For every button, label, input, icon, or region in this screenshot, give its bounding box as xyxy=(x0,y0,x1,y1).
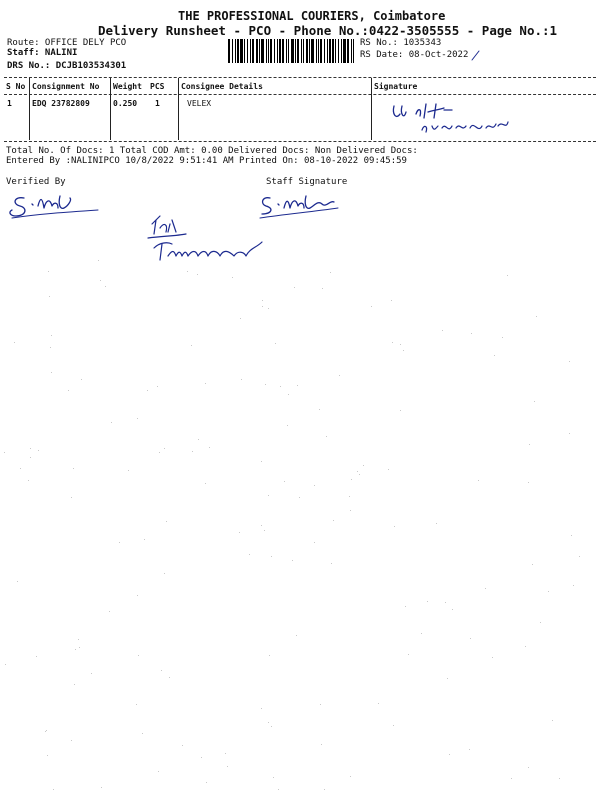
speckle-dot xyxy=(119,542,120,543)
speckle-dot xyxy=(78,639,79,640)
speckle-dot xyxy=(71,740,72,741)
speckle-dot xyxy=(45,731,46,732)
speckle-dot xyxy=(30,457,31,458)
date-tick-mark xyxy=(470,48,484,62)
speckle-dot xyxy=(284,481,285,482)
speckle-dot xyxy=(4,452,5,453)
speckle-dot xyxy=(5,664,6,665)
barcode-bar xyxy=(301,39,302,63)
speckle-dot xyxy=(261,525,262,526)
speckle-dot xyxy=(261,461,262,462)
barcode-bar xyxy=(324,39,325,63)
speckle-dot xyxy=(51,335,52,336)
barcode-bar xyxy=(316,39,317,63)
staff-label: Staff: NALINI xyxy=(7,48,78,58)
handwritten-note xyxy=(138,212,278,268)
speckle-dot xyxy=(333,520,334,521)
speckle-dot xyxy=(268,308,269,309)
header-pcs: PCS xyxy=(150,82,165,91)
barcode-bar xyxy=(244,39,245,63)
speckle-dot xyxy=(20,468,21,469)
speckle-dot xyxy=(68,390,69,391)
speckle-dot xyxy=(273,777,274,778)
speckle-dot xyxy=(320,704,321,705)
speckle-dot xyxy=(137,595,138,596)
speckle-dot xyxy=(559,778,560,779)
speckle-dot xyxy=(445,602,446,603)
barcode-bar xyxy=(247,39,248,63)
speckle-dot xyxy=(391,300,392,301)
speckle-dot xyxy=(53,789,54,790)
barcode-bar xyxy=(327,39,328,63)
speckle-dot xyxy=(268,722,269,723)
barcode-bar xyxy=(318,39,319,63)
speckle-dot xyxy=(138,655,139,656)
speckle-dot xyxy=(471,333,472,334)
speckle-dot xyxy=(268,495,269,496)
speckle-dot xyxy=(265,384,266,385)
barcode-bar xyxy=(335,39,336,63)
speckle-dot xyxy=(206,782,207,783)
speckle-dot xyxy=(271,556,272,557)
speckle-dot xyxy=(240,318,241,319)
barcode-bar xyxy=(277,39,278,63)
speckle-dot xyxy=(73,468,74,469)
speckle-dot xyxy=(322,288,323,289)
speckle-dot xyxy=(137,418,138,419)
speckle-dot xyxy=(105,286,106,287)
barcode-bar xyxy=(329,39,331,63)
speckle-dot xyxy=(128,470,129,471)
route-label: Route: OFFICE DELY PCO xyxy=(7,38,127,48)
header-weight: Weight xyxy=(113,82,142,91)
speckle-dot xyxy=(494,355,495,356)
speckle-dot xyxy=(442,330,443,331)
speckle-dot xyxy=(525,646,526,647)
speckle-dot xyxy=(169,677,170,678)
speckle-dot xyxy=(507,275,508,276)
speckle-dot xyxy=(569,361,570,362)
drs-number: DRS No.: DCJB103534301 xyxy=(7,61,127,71)
speckle-dot xyxy=(350,776,351,777)
speckle-dot xyxy=(14,342,15,343)
speckle-dot xyxy=(339,375,340,376)
barcode-bar xyxy=(232,39,233,63)
speckle-dot xyxy=(552,720,553,721)
speckle-dot xyxy=(427,601,428,602)
speckle-dot xyxy=(314,485,315,486)
speckle-dot xyxy=(296,635,297,636)
speckle-dot xyxy=(536,316,537,317)
barcode-bar xyxy=(291,39,294,63)
speckle-dot xyxy=(46,730,47,731)
barcode-bar xyxy=(338,39,339,63)
speckle-dot xyxy=(278,789,279,790)
speckle-dot xyxy=(198,439,199,440)
speckle-dot xyxy=(51,372,52,373)
speckle-dot xyxy=(187,271,188,272)
speckle-dot xyxy=(249,554,250,555)
speckle-dot xyxy=(142,733,143,734)
entered-by-line: Entered By :NALINIPCO 10/8/2022 9:51:41 AM Printed On: 08-10-2022 09:45:59 xyxy=(6,156,407,166)
speckle-dot xyxy=(275,343,276,344)
speckle-dot xyxy=(319,409,320,410)
speckle-dot xyxy=(38,450,39,451)
barcode-bar xyxy=(309,39,310,63)
col-divider-4 xyxy=(371,78,372,140)
speckle-dot xyxy=(579,556,580,557)
speckle-dot xyxy=(569,433,570,434)
speckle-dot xyxy=(98,260,99,261)
speckle-dot xyxy=(324,789,325,790)
speckle-dot xyxy=(49,296,50,297)
speckle-dot xyxy=(388,469,389,470)
row-sno: 1 xyxy=(7,99,12,108)
barcode-bar xyxy=(303,39,304,63)
barcode-bar xyxy=(332,39,334,63)
speckle-dot xyxy=(299,497,300,498)
speckle-dot xyxy=(280,386,281,387)
speckle-dot xyxy=(261,708,262,709)
verified-by-signature xyxy=(8,190,108,222)
barcode-bar xyxy=(295,39,296,63)
speckle-dot xyxy=(158,771,159,772)
company-title: THE PROFESSIONAL COURIERS, Coimbatore xyxy=(178,9,446,23)
speckle-dot xyxy=(321,744,322,745)
speckle-dot xyxy=(470,638,471,639)
speckle-dot xyxy=(205,483,206,484)
speckle-dot xyxy=(492,657,493,658)
speckle-dot xyxy=(297,385,298,386)
speckle-dot xyxy=(571,535,572,536)
barcode-bar xyxy=(341,39,342,63)
speckle-dot xyxy=(405,606,406,607)
speckle-dot xyxy=(534,401,535,402)
barcode-bar xyxy=(250,39,251,63)
speckle-dot xyxy=(101,787,102,788)
verified-by-label: Verified By xyxy=(6,177,66,187)
speckle-dot xyxy=(191,345,192,346)
speckle-dot xyxy=(540,622,541,623)
speckle-dot xyxy=(511,778,512,779)
speckle-dot xyxy=(262,306,263,307)
row-pcs: 1 xyxy=(155,99,160,108)
speckle-dot xyxy=(548,591,549,592)
speckle-dot xyxy=(528,767,529,768)
speckle-dot xyxy=(111,422,112,423)
row-consignment: EDQ 23782809 xyxy=(32,99,90,108)
speckle-dot xyxy=(502,337,503,338)
speckle-dot xyxy=(136,704,137,705)
speckle-dot xyxy=(81,379,82,380)
speckle-dot xyxy=(469,749,470,750)
barcode-bar xyxy=(240,39,243,63)
speckle-dot xyxy=(100,280,101,281)
speckle-dot xyxy=(528,482,529,483)
speckle-dot xyxy=(79,647,80,648)
speckle-dot xyxy=(232,277,233,278)
speckle-dot xyxy=(164,448,165,449)
speckle-dot xyxy=(48,271,49,272)
rs-number: RS No.: 1035343 xyxy=(360,38,442,48)
speckle-dot xyxy=(452,609,453,610)
speckle-dot xyxy=(400,344,401,345)
speckle-dot xyxy=(392,342,393,343)
speckle-dot xyxy=(573,585,574,586)
recipient-signature xyxy=(388,100,538,140)
speckle-dot xyxy=(449,754,450,755)
barcode-bar xyxy=(256,39,258,63)
totals-line: Total No. Of Docs: 1 Total COD Amt: 0.00 Delivered Docs: Non Delivered Docs: xyxy=(6,146,418,156)
speckle-dot xyxy=(30,448,31,449)
speckle-dot xyxy=(330,272,331,273)
speckle-dot xyxy=(264,530,265,531)
staff-signature-label: Staff Signature xyxy=(266,177,348,187)
speckle-dot xyxy=(532,564,533,565)
speckle-dot xyxy=(288,394,289,395)
speckle-dot xyxy=(478,480,479,481)
speckle-dot xyxy=(394,526,395,527)
barcode xyxy=(228,39,356,63)
table-top-rule xyxy=(4,77,596,78)
speckle-dot xyxy=(50,347,51,348)
col-divider-2 xyxy=(110,78,111,140)
speckle-dot xyxy=(17,581,18,582)
barcode-bar xyxy=(266,39,267,63)
rs-date: RS Date: 08-Oct-2022 xyxy=(360,50,469,60)
speckle-dot xyxy=(421,633,422,634)
barcode-bar xyxy=(351,39,352,63)
speckle-dot xyxy=(47,755,48,756)
speckle-dot xyxy=(159,452,160,453)
barcode-bar xyxy=(306,39,308,63)
speckle-dot xyxy=(201,757,202,758)
speckle-dot xyxy=(109,611,110,612)
header-sno: S No xyxy=(6,82,26,91)
header-signature: Signature xyxy=(374,82,418,91)
row-consignee: VELEX xyxy=(187,99,212,108)
barcode-bar xyxy=(279,39,281,63)
speckle-dot xyxy=(408,654,409,655)
speckle-dot xyxy=(75,649,76,650)
speckle-dot xyxy=(326,436,327,437)
barcode-bar xyxy=(347,39,349,63)
speckle-dot xyxy=(91,673,92,674)
speckle-dot xyxy=(74,684,75,685)
runsheet-title: Delivery Runsheet - PCO - Phone No.:0422-3505555 - Page No.:1 xyxy=(98,23,558,38)
speckle-dot xyxy=(164,573,165,574)
barcode-bar xyxy=(320,39,322,63)
header-consignee: Consignee Details xyxy=(181,82,263,91)
speckle-dot xyxy=(292,560,293,561)
speckle-dot xyxy=(357,471,358,472)
barcode-bar xyxy=(261,39,264,63)
speckle-dot xyxy=(192,451,193,452)
barcode-bar xyxy=(286,39,287,63)
speckle-dot xyxy=(331,563,332,564)
speckle-dot xyxy=(351,479,352,480)
speckle-dot xyxy=(241,379,242,380)
speckle-dot xyxy=(182,745,183,746)
barcode-bar xyxy=(282,39,284,63)
header-consignment: Consignment No xyxy=(32,82,100,91)
speckle-dot xyxy=(157,386,158,387)
col-divider-3 xyxy=(178,78,179,140)
speckle-dot xyxy=(378,703,379,704)
speckle-dot xyxy=(239,532,240,533)
speckle-dot xyxy=(294,287,295,288)
barcode-bar xyxy=(237,39,239,63)
speckle-dot xyxy=(359,474,360,475)
speckle-dot xyxy=(205,383,206,384)
speckle-dot xyxy=(166,521,167,522)
speckle-dot xyxy=(485,588,486,589)
speckle-dot xyxy=(393,725,394,726)
barcode-bar xyxy=(270,39,272,63)
barcode-bar xyxy=(343,39,346,63)
speckle-dot xyxy=(28,480,29,481)
speckle-dot xyxy=(269,655,270,656)
barcode-bar xyxy=(288,39,289,63)
speckle-dot xyxy=(147,390,148,391)
speckle-dot xyxy=(225,753,226,754)
speckle-dot xyxy=(350,510,351,511)
speckle-dot xyxy=(227,766,228,767)
barcode-bar xyxy=(268,39,269,63)
speckle-dot xyxy=(144,539,145,540)
table-bottom-rule xyxy=(4,141,596,142)
barcode-bar xyxy=(297,39,299,63)
speckle-dot xyxy=(71,497,72,498)
barcode-bar xyxy=(235,39,236,63)
barcode-bar xyxy=(353,39,354,63)
barcode-bar xyxy=(311,39,314,63)
speckle-dot xyxy=(447,678,448,679)
speckle-dot xyxy=(363,465,364,466)
speckle-dot xyxy=(161,670,162,671)
barcode-bar xyxy=(228,39,230,63)
barcode-bar xyxy=(274,39,275,63)
speckle-dot xyxy=(403,350,404,351)
speckle-dot xyxy=(314,542,315,543)
speckle-dot xyxy=(209,447,210,448)
speckle-dot xyxy=(271,726,272,727)
speckle-dot xyxy=(36,656,37,657)
table-header-rule xyxy=(4,94,596,95)
speckle-dot xyxy=(371,306,372,307)
col-divider-1 xyxy=(29,78,30,140)
speckle-dot xyxy=(349,496,350,497)
speckle-dot xyxy=(400,410,401,411)
speckle-dot xyxy=(529,444,530,445)
speckle-dot xyxy=(262,300,263,301)
row-weight: 0.250 xyxy=(113,99,138,108)
barcode-bar xyxy=(252,39,254,63)
speckle-dot xyxy=(197,274,198,275)
speckle-dot xyxy=(287,425,288,426)
barcode-bar xyxy=(259,39,260,63)
speckle-dot xyxy=(436,523,437,524)
